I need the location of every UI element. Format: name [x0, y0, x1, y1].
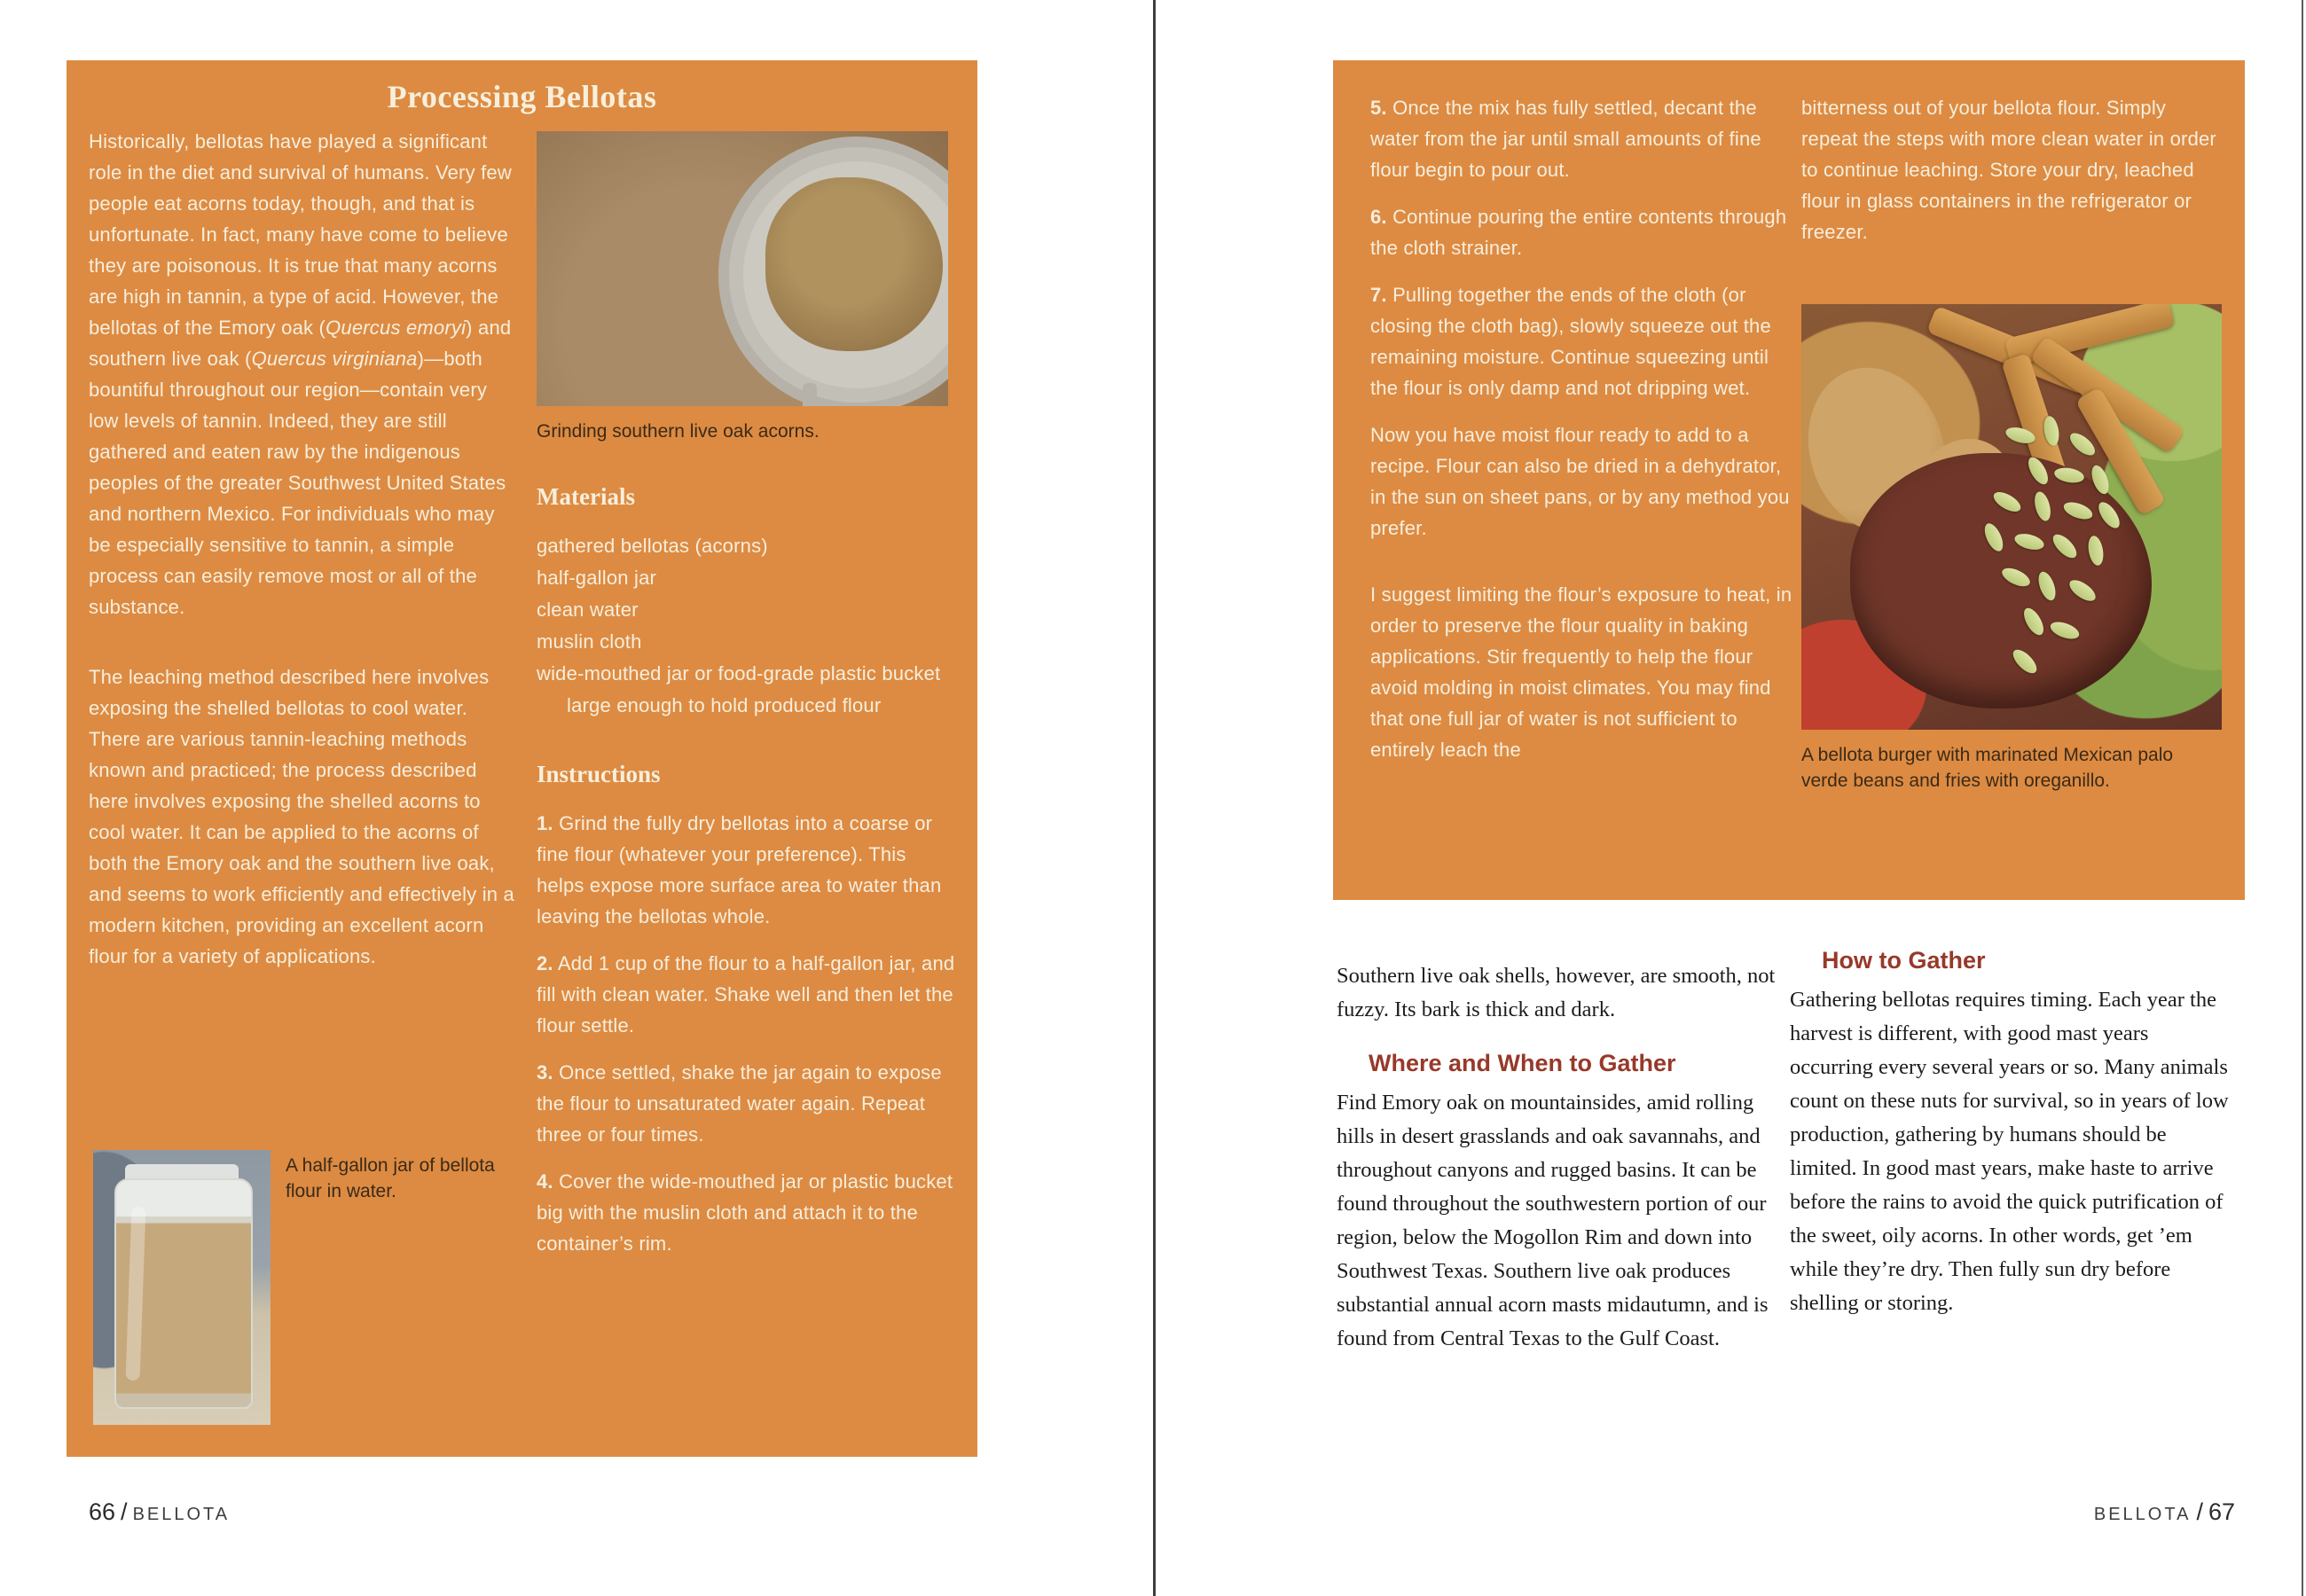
folio-separator: /	[121, 1498, 128, 1525]
step-number: 1.	[537, 812, 553, 834]
instruction-step	[1370, 201, 1792, 263]
intro-text: Historically, bellotas have played a significant role in the diet and survival of humans. Very few people eat acorns today, though, and that is unfortunate. In fact, many have come to believe they are poisonous. It is true that many acorns are high in tannin, a type of acid. However, the bellotas of the Emory oak (	[89, 130, 512, 339]
right-page-column-2	[1801, 92, 2227, 794]
instruction-step	[537, 808, 959, 932]
step-text: Grind the fully dry bellotas into a coarse or fine flour (whatever your preference). This helps expose more surface area to water than leaving the bellotas whole.	[537, 812, 942, 927]
page-edge-line	[2302, 0, 2303, 1596]
folio-number: 67	[2208, 1498, 2235, 1525]
step-text: Cover the wide-mouthed jar or plastic bucket big with the muslin cloth and attach it to the container’s rim.	[537, 1170, 953, 1255]
acorn-flour-shape	[765, 177, 943, 351]
instruction-step	[537, 1166, 959, 1259]
continuation-paragraph: bitterness out of your bellota flour. Simply repeat the steps with more clean water in order to continue leaching. Store your dry, leached flour in glass containers in the refrigerator or freezer.	[1801, 97, 2216, 243]
page-number-left	[89, 1498, 230, 1526]
step-number: 4.	[537, 1170, 553, 1193]
moist-flour-paragraph: Now you have moist flour ready to add to a recipe. Flour can also be dried in a dehydrator, in the sun on sheet pans, or by any method you prefer.	[1370, 424, 1790, 539]
panel-title: Processing Bellotas	[387, 79, 657, 114]
strainer-handle-shape	[803, 383, 817, 406]
species-name-italic: Quercus emoryi	[326, 317, 467, 339]
material-item: gathered bellotas (acorns)	[537, 535, 768, 557]
step-text: Once the mix has fully settled, decant the water from the jar until small amounts of fine flour begin to pour out.	[1370, 97, 1761, 181]
right-page-column-1	[1370, 92, 1792, 765]
photo-caption-grinding: Grinding southern live oak acorns.	[537, 421, 820, 442]
folio-separator: /	[2196, 1498, 2203, 1525]
photo-caption-jar: A half-gallon jar of bellota flour in water.	[286, 1155, 495, 1201]
material-item: half-gallon jar	[537, 567, 657, 589]
folio-book-title: BELLOTA	[132, 1505, 231, 1524]
where-when-heading: Where and When to Gather	[1369, 1050, 1676, 1076]
step-number: 2.	[537, 952, 553, 974]
left-page-column-2	[537, 131, 959, 1275]
step-text: Continue pouring the entire contents through the cloth strainer.	[1370, 206, 1787, 259]
photo-bellota-burger	[1801, 304, 2222, 730]
leaching-paragraph: The leaching method described here involves exposing the shelled bellotas to cool water. There are various tannin-leaching methods known and practiced; the process described here involves exposing the shelled acorns to cool water. It can be applied to the acorns of both the Emory oak and the southern live oak, and seems to work efficiently and effectively in a modern kitchen, providing an excellent acorn flour for a variety of applications.	[89, 666, 514, 967]
instructions-heading: Instructions	[537, 761, 661, 787]
intro-text: ) and southern live oak (	[89, 317, 512, 370]
photo-jar-of-flour	[93, 1150, 271, 1425]
how-to-gather-heading: How to Gather	[1822, 947, 1986, 974]
intro-paragraph	[89, 126, 518, 622]
page-gutter-line	[1153, 0, 1156, 1596]
step-text: Once settled, shake the jar again to expose the flour to unsaturated water again. Repeat three or four times.	[537, 1061, 942, 1146]
step-number: 6.	[1370, 206, 1387, 228]
fry-shape	[2004, 304, 2175, 367]
left-page-column-1	[89, 126, 518, 972]
instruction-step	[537, 948, 959, 1041]
step-text: Pulling together the ends of the cloth (or closing the cloth bag), slowly squeeze out the remaining moisture. Continue squeezing until the flour is only damp and not dripping wet.	[1370, 284, 1771, 399]
materials-heading: Materials	[537, 483, 635, 510]
gather-column-2	[1790, 947, 2235, 1320]
intro-text: )—both bountiful throughout our region—contain very low levels of tannin. Indeed, they are still gathered and eaten raw by the indigenous peoples of the greater Southwest United States and northern Mexico. For individuals who may be especially sensitive to tannin, a simple process can easily remove most or all of the substance.	[89, 348, 506, 618]
where-when-paragraph: Find Emory oak on mountainsides, amid rolling hills in desert grasslands and oak savannahs, and throughout canyons and rugged basins. It can be found throughout the southwestern portion of our region, below the Mogollon Rim and down into Southwest Texas. Southern live oak produces substantial annual acorn masts midautumn, and is found from Central Texas to the Gulf Coast.	[1337, 1091, 1769, 1350]
gather-column-1	[1337, 959, 1778, 1356]
page-number-right	[2094, 1498, 2235, 1526]
photo-caption-burger: A bellota burger with marinated Mexican palo verde beans and fries with oreganillo.	[1801, 745, 2174, 791]
material-item: wide-mouthed jar or food-grade plastic bucket large enough to hold produced flour	[537, 662, 941, 716]
step-text: Add 1 cup of the flour to a half-gallon jar, and fill with clean water. Shake well and then let the flour settle.	[537, 952, 955, 1037]
material-item: clean water	[537, 598, 639, 621]
shells-note: Southern live oak shells, however, are smooth, not fuzzy. Its bark is thick and dark.	[1337, 964, 1776, 1021]
photo-grinding-acorns	[537, 131, 948, 406]
material-item: muslin cloth	[537, 630, 642, 653]
instruction-step	[1370, 279, 1792, 403]
step-number: 3.	[537, 1061, 553, 1084]
step-number: 7.	[1370, 284, 1387, 306]
step-number: 5.	[1370, 97, 1387, 119]
heat-paragraph: I suggest limiting the flour’s exposure to heat, in order to preserve the flour quality in baking applications. Stir frequently to help the flour avoid molding in moist climates. You may find that one full jar of water is not sufficient to entirely leach the	[1370, 583, 1792, 761]
folio-book-title: BELLOTA	[2093, 1505, 2192, 1524]
folio-number: 66	[89, 1498, 116, 1525]
instruction-step	[1370, 92, 1792, 185]
instruction-step	[537, 1057, 959, 1150]
how-to-gather-paragraph: Gathering bellotas requires timing. Each year the harvest is different, with good mast years occurring every several years or so. Many animals count on these nuts for survival, so in years of low production, gathering by humans should be limited. In good mast years, make haste to arrive before the rains to avoid the quick putrification of the sweet, oily acorns. In other words, get ’em while they’re dry. Then fully sun dry before shelling or storing.	[1790, 988, 2229, 1315]
species-name-italic: Quercus virginiana	[251, 348, 418, 370]
